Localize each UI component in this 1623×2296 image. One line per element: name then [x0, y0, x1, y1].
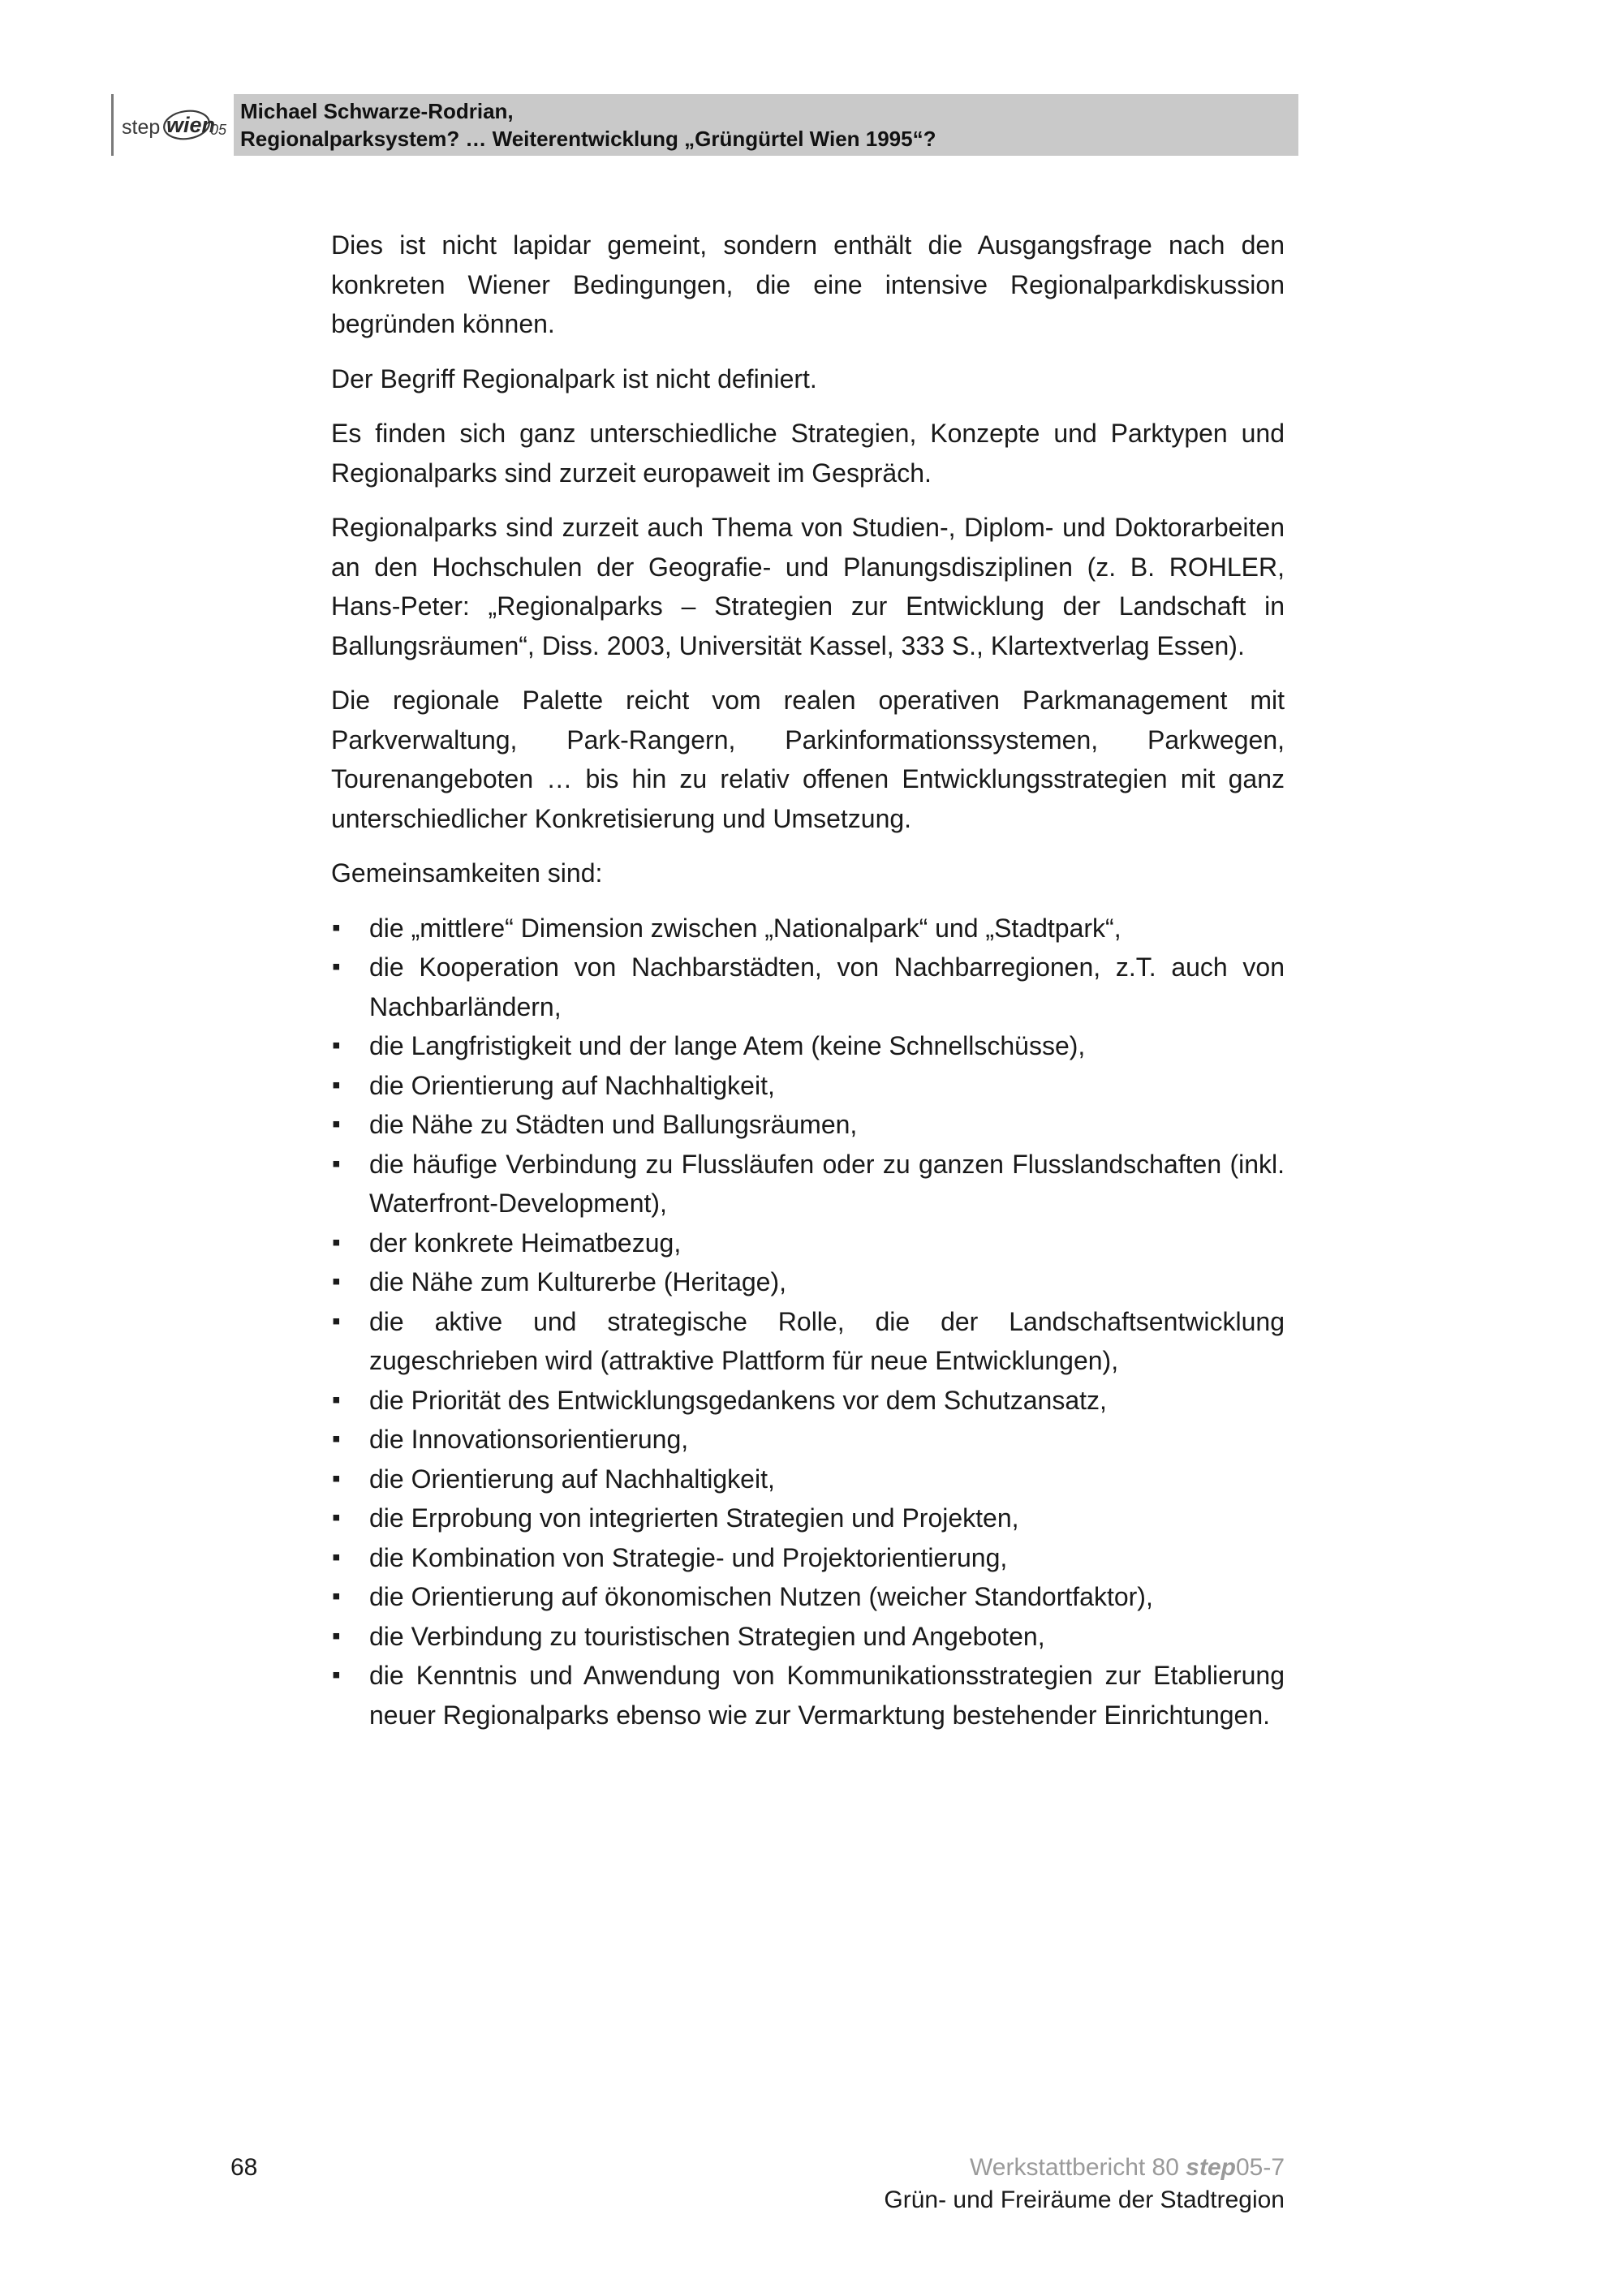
- paragraph: Der Begriff Regionalpark ist nicht definiert.: [331, 363, 817, 393]
- page-number: 68: [230, 2154, 258, 2181]
- series-step: step: [1186, 2154, 1236, 2181]
- list-item: [331, 1026, 1285, 1066]
- bullet-icon: ▪: [332, 1662, 341, 1688]
- bullet-icon: ▪: [332, 1032, 341, 1059]
- stepwien-logo: [120, 101, 230, 149]
- svg-text:05: 05: [210, 122, 227, 138]
- bullet-icon: ▪: [332, 1307, 341, 1335]
- list-item: [331, 1577, 1285, 1617]
- list-item-text: die häufige Verbindung zu Flussläufen oder zu ganzen Flusslandschaften (inkl. Waterfront-Development),: [369, 1149, 1285, 1218]
- paragraph: Regionalparks sind zurzeit auch Thema von Studien-, Diplom- und Doktorarbeiten an den Hochschulen der Geografie- und Planungsdisziplinen (z. B. ROHLER, Hans-Peter: „Regionalparks – Strategien zur Entwicklung der Landschaft in Ballungsräumen“, Diss. 2003, Universität Kassel, 333 S., Klartextverlag Essen).: [331, 513, 1285, 660]
- list-item: [331, 1105, 1285, 1145]
- bullet-icon: ▪: [332, 1071, 341, 1099]
- page-header: [111, 94, 1298, 156]
- bullet-icon: ▪: [332, 953, 341, 980]
- list-item: [331, 1145, 1285, 1223]
- bullet-icon: ▪: [332, 914, 341, 941]
- list-item: [331, 1066, 1285, 1106]
- list-item-text: die Erprobung von integrierten Strategien und Projekten,: [369, 1503, 1019, 1533]
- header-title: Regionalparksystem? … Weiterentwicklung „Grüngürtel Wien 1995“?: [240, 127, 936, 151]
- list-item: [331, 1498, 1285, 1538]
- list-item-text: die Nähe zu Städten und Ballungsräumen,: [369, 1110, 858, 1139]
- bullet-icon: ▪: [332, 1111, 341, 1137]
- list-item-text: die Langfristigkeit und der lange Atem (keine Schnellschüsse),: [369, 1031, 1086, 1060]
- list-item-text: die Kenntnis und Anwendung von Kommunikationsstrategien zur Etablierung neuer Regionalparks ebenso wie zur Vermarktung bestehender Einrichtungen.: [369, 1661, 1285, 1730]
- list-item-text: die Innovationsorientierung,: [369, 1425, 689, 1454]
- list-item: [331, 1460, 1285, 1499]
- list-item-text: die Priorität des Entwicklungsgedankens vor dem Schutzansatz,: [369, 1385, 1107, 1415]
- list-item: [331, 909, 1285, 948]
- bullet-icon: ▪: [332, 1583, 341, 1610]
- list-item-text: die Orientierung auf Nachhaltigkeit,: [369, 1464, 775, 1494]
- list-item: [331, 1381, 1285, 1421]
- bullet-icon: ▪: [332, 1268, 341, 1295]
- paragraph: Die regionale Palette reicht vom realen operativen Parkmanagement mit Parkverwaltung, Park-Rangern, Parkinformationssystemen, Parkwegen, Tourenangeboten … bis hin zu relativ offenen Entwicklungsstrategien mit ganz unterschiedlicher Konkretisierung und Umsetzung.: [331, 686, 1285, 833]
- bullet-icon: ▪: [332, 1464, 341, 1492]
- header-author: Michael Schwarze-Rodrian,: [240, 99, 514, 123]
- list-item: [331, 1420, 1285, 1460]
- list-item: [331, 1302, 1285, 1381]
- paragraph: Dies ist nicht lapidar gemeint, sondern enthält die Ausgangsfrage nach den konkreten Wiener Bedingungen, die eine intensive Regionalparkdiskussion begründen können.: [331, 230, 1285, 338]
- svg-text:wien: wien: [166, 113, 216, 137]
- bullet-icon: ▪: [332, 1543, 341, 1571]
- list-item: [331, 1223, 1285, 1263]
- bullet-icon: ▪: [332, 1622, 341, 1649]
- list-item: [331, 1538, 1285, 1578]
- publication-subtitle: Grün- und Freiräume der Stadtregion: [884, 2186, 1285, 2213]
- footer-publication: [884, 2152, 1285, 2216]
- header-title-bar: [234, 94, 1298, 156]
- bullet-icon: ▪: [332, 1504, 341, 1531]
- svg-text:step: step: [122, 116, 161, 139]
- bullet-icon: ▪: [332, 1228, 341, 1256]
- list-item-text: die Verbindung zu touristischen Strategien und Angeboten,: [369, 1621, 1045, 1651]
- list-item: [331, 1262, 1285, 1302]
- bullet-icon: ▪: [332, 1425, 341, 1452]
- list-item-text: die „mittlere“ Dimension zwischen „Nationalpark“ und „Stadtpark“,: [369, 913, 1121, 943]
- bullet-icon: ▪: [332, 1150, 341, 1177]
- list-item-text: der konkrete Heimatbezug,: [369, 1228, 682, 1258]
- list-item: [331, 1617, 1285, 1657]
- paragraph: Es finden sich ganz unterschiedliche Strategien, Konzepte und Parktypen und Regionalparks sind zurzeit europaweit im Gespräch.: [331, 419, 1285, 488]
- series-suffix: 05-7: [1235, 2154, 1285, 2181]
- commonalities-list: [331, 909, 1285, 1735]
- list-item-text: die aktive und strategische Rolle, die der Landschaftsentwicklung zugeschrieben wird (attraktive Plattform für neue Entwicklungen),: [369, 1306, 1285, 1375]
- list-intro: Gemeinsamkeiten sind:: [331, 858, 603, 888]
- list-item-text: die Orientierung auf Nachhaltigkeit,: [369, 1070, 775, 1100]
- list-item-text: die Nähe zum Kulturerbe (Heritage),: [369, 1267, 787, 1296]
- list-item-text: die Orientierung auf ökonomischen Nutzen (weicher Standortfaktor),: [369, 1582, 1153, 1611]
- list-item: [331, 1656, 1285, 1735]
- series-prefix: Werkstattbericht 80: [970, 2154, 1186, 2181]
- list-item: [331, 948, 1285, 1026]
- main-text: [331, 226, 1285, 1735]
- series-title: [884, 2152, 1285, 2184]
- list-item-text: die Kombination von Strategie- und Projektorientierung,: [369, 1542, 1008, 1572]
- stepwien-logo-graphic: [120, 101, 230, 149]
- list-item-text: die Kooperation von Nachbarstädten, von Nachbarregionen, z.T. auch von Nachbarländern,: [369, 952, 1285, 1021]
- bullet-icon: ▪: [332, 1386, 341, 1413]
